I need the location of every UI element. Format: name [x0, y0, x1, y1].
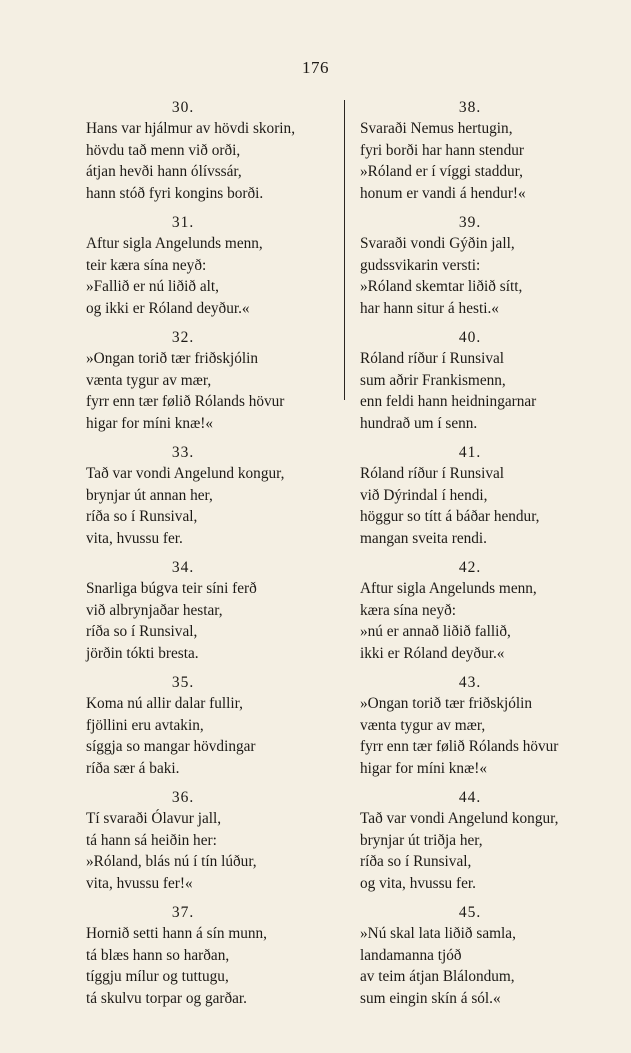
verse-line: Snarliga búgva teir síni ferð — [86, 580, 257, 597]
verse-line: átjan hevði hann ólívssár, — [86, 163, 242, 180]
verse-line: Hornið setti hann á sín munn, — [86, 925, 267, 942]
stanza-number: 39. — [458, 214, 482, 231]
verse-line: höggur so títt á báðar hendur, — [360, 508, 540, 525]
verse-line: og ikki er Róland deyður.« — [86, 299, 250, 317]
verse-line: Svaraði Nemus hertugin, — [360, 120, 513, 137]
stanza — [86, 328, 340, 443]
verse-line: »Róland, blás nú í tín lúður, — [86, 853, 257, 870]
stanza-number: 43. — [458, 674, 482, 691]
stanza-number: 38. — [458, 99, 482, 116]
verse-line: gudssvikarin versti: — [360, 256, 481, 274]
stanza-number: 34. — [171, 559, 195, 576]
verse-line: higar for míni knæ!« — [86, 414, 214, 432]
verse-line: »Ongan torið tær friðskjólin — [360, 695, 533, 712]
verse-line: av teim átjan Blálondum, — [360, 968, 515, 985]
verse-line: tíggju mílur og tuttugu, — [86, 968, 229, 985]
stanza — [86, 443, 340, 558]
verse-line: tá skulvu torpar og garðar. — [86, 989, 247, 1007]
verse-line: ríða so í Runsival, — [86, 508, 198, 525]
verse-line: »Róland skemtar liðið sítt, — [360, 278, 523, 295]
verse-line: »nú er annað liðið fallið, — [360, 623, 511, 640]
verse-line: Róland ríður í Runsival — [360, 465, 505, 482]
verse-line: hann stóð fyri kongins borði. — [86, 184, 264, 202]
verse-line: kæra sína neyð: — [360, 601, 457, 619]
verse-line: vænta tygur av mær, — [86, 371, 212, 389]
verse-line: jörðin tókti bresta. — [86, 644, 199, 662]
verse-line: ikki er Róland deyður.« — [360, 644, 505, 662]
verse-line: tá blæs hann so harðan, — [86, 946, 230, 964]
stanza — [86, 788, 340, 903]
verse-line: tá hann sá heiðin her: — [86, 831, 217, 849]
stanza — [360, 443, 620, 558]
verse-line: »Ongan torið tær friðskjólin — [86, 350, 259, 367]
verse-line: vænta tygur av mær, — [360, 716, 486, 734]
stanza — [360, 558, 620, 673]
verse-line: Koma nú allir dalar fullir, — [86, 695, 243, 712]
verse-line: hövdu tað menn við orði, — [86, 141, 241, 159]
stanza-number: 36. — [171, 789, 195, 806]
verse-line: brynjar út annan her, — [86, 486, 213, 504]
stanza — [360, 98, 620, 213]
stanza-number: 35. — [171, 674, 195, 691]
verse-line: ríða sær á baki. — [86, 759, 180, 777]
verse-line: fjöllini eru avtakin, — [86, 716, 204, 734]
verse-line: har hann situr á hesti.« — [360, 299, 499, 317]
verse-line: brynjar út triðja her, — [360, 831, 483, 849]
verse-line: higar for míni knæ!« — [360, 759, 488, 777]
stanza-number: 37. — [171, 904, 195, 921]
page-number: 176 — [302, 58, 329, 77]
stanza — [360, 903, 620, 1018]
verse-line: Róland ríður í Runsival — [360, 350, 505, 367]
verse-line: fyrr enn tær følið Rólands hövur — [86, 393, 285, 410]
verse-line: Tað var vondi Angelund kongur, — [86, 465, 285, 482]
verse-line: »Fallið er nú liðið alt, — [86, 278, 219, 295]
stanza — [86, 903, 340, 1018]
verse-line: landamanna tjóð — [360, 946, 462, 964]
verse-line: Aftur sigla Angelunds menn, — [360, 580, 537, 597]
stanza-number: 30. — [171, 99, 195, 116]
verse-line: Aftur sigla Angelunds menn, — [86, 235, 263, 252]
right-column — [360, 98, 620, 1018]
verse-line: við Dýrindal í hendi, — [360, 486, 488, 504]
stanza — [86, 98, 340, 213]
stanza — [360, 788, 620, 903]
stanza-number: 44. — [458, 789, 482, 806]
stanza — [86, 213, 340, 328]
verse-line: teir kæra sína neyð: — [86, 256, 207, 274]
verse-line: ríða so í Runsival, — [86, 623, 198, 640]
verse-line: vita, hvussu fer!« — [86, 874, 193, 892]
left-column — [86, 98, 340, 1018]
verse-line: Hans var hjálmur av hövdi skorin, — [86, 120, 296, 137]
verse-line: fyri borði har hann stendur — [360, 141, 524, 159]
stanza — [86, 558, 340, 673]
stanza-number: 33. — [171, 444, 195, 461]
verse-line: »Nú skal lata liðið samla, — [360, 925, 516, 942]
verse-line: síggja so mangar hövdingar — [86, 738, 256, 755]
stanza — [86, 673, 340, 788]
verse-line: »Róland er í víggi staddur, — [360, 163, 523, 180]
verse-line: og vita, hvussu fer. — [360, 874, 476, 892]
stanza-number: 41. — [458, 444, 482, 461]
verse-line: Tað var vondi Angelund kongur, — [360, 810, 559, 827]
verse-line: sum aðrir Frankismenn, — [360, 371, 506, 389]
stanza-number: 40. — [458, 329, 482, 346]
stanza — [360, 213, 620, 328]
stanza-number: 31. — [171, 214, 195, 231]
stanza — [360, 328, 620, 443]
verse-line: sum eingin skín á sól.« — [360, 989, 501, 1007]
stanza-number: 45. — [458, 904, 482, 921]
stanza-number: 32. — [171, 329, 195, 346]
stanza — [360, 673, 620, 788]
verse-line: mangan sveita rendi. — [360, 529, 488, 547]
verse-line: Svaraði vondi Gýðin jall, — [360, 235, 515, 252]
verse-line: enn feldi hann heidningarnar — [360, 393, 537, 410]
verse-line: vita, hvussu fer. — [86, 529, 183, 547]
verse-line: hundrað um í senn. — [360, 414, 478, 432]
verse-line: við albrynjaðar hestar, — [86, 601, 223, 619]
verse-line: Tí svaraði Ólavur jall, — [86, 810, 222, 827]
stanza-number: 42. — [458, 559, 482, 576]
verse-line: fyrr enn tær følið Rólands hövur — [360, 738, 559, 755]
verse-line: honum er vandi á hendur!« — [360, 184, 526, 202]
verse-line: ríða so í Runsival, — [360, 853, 472, 870]
column-divider — [344, 100, 345, 400]
